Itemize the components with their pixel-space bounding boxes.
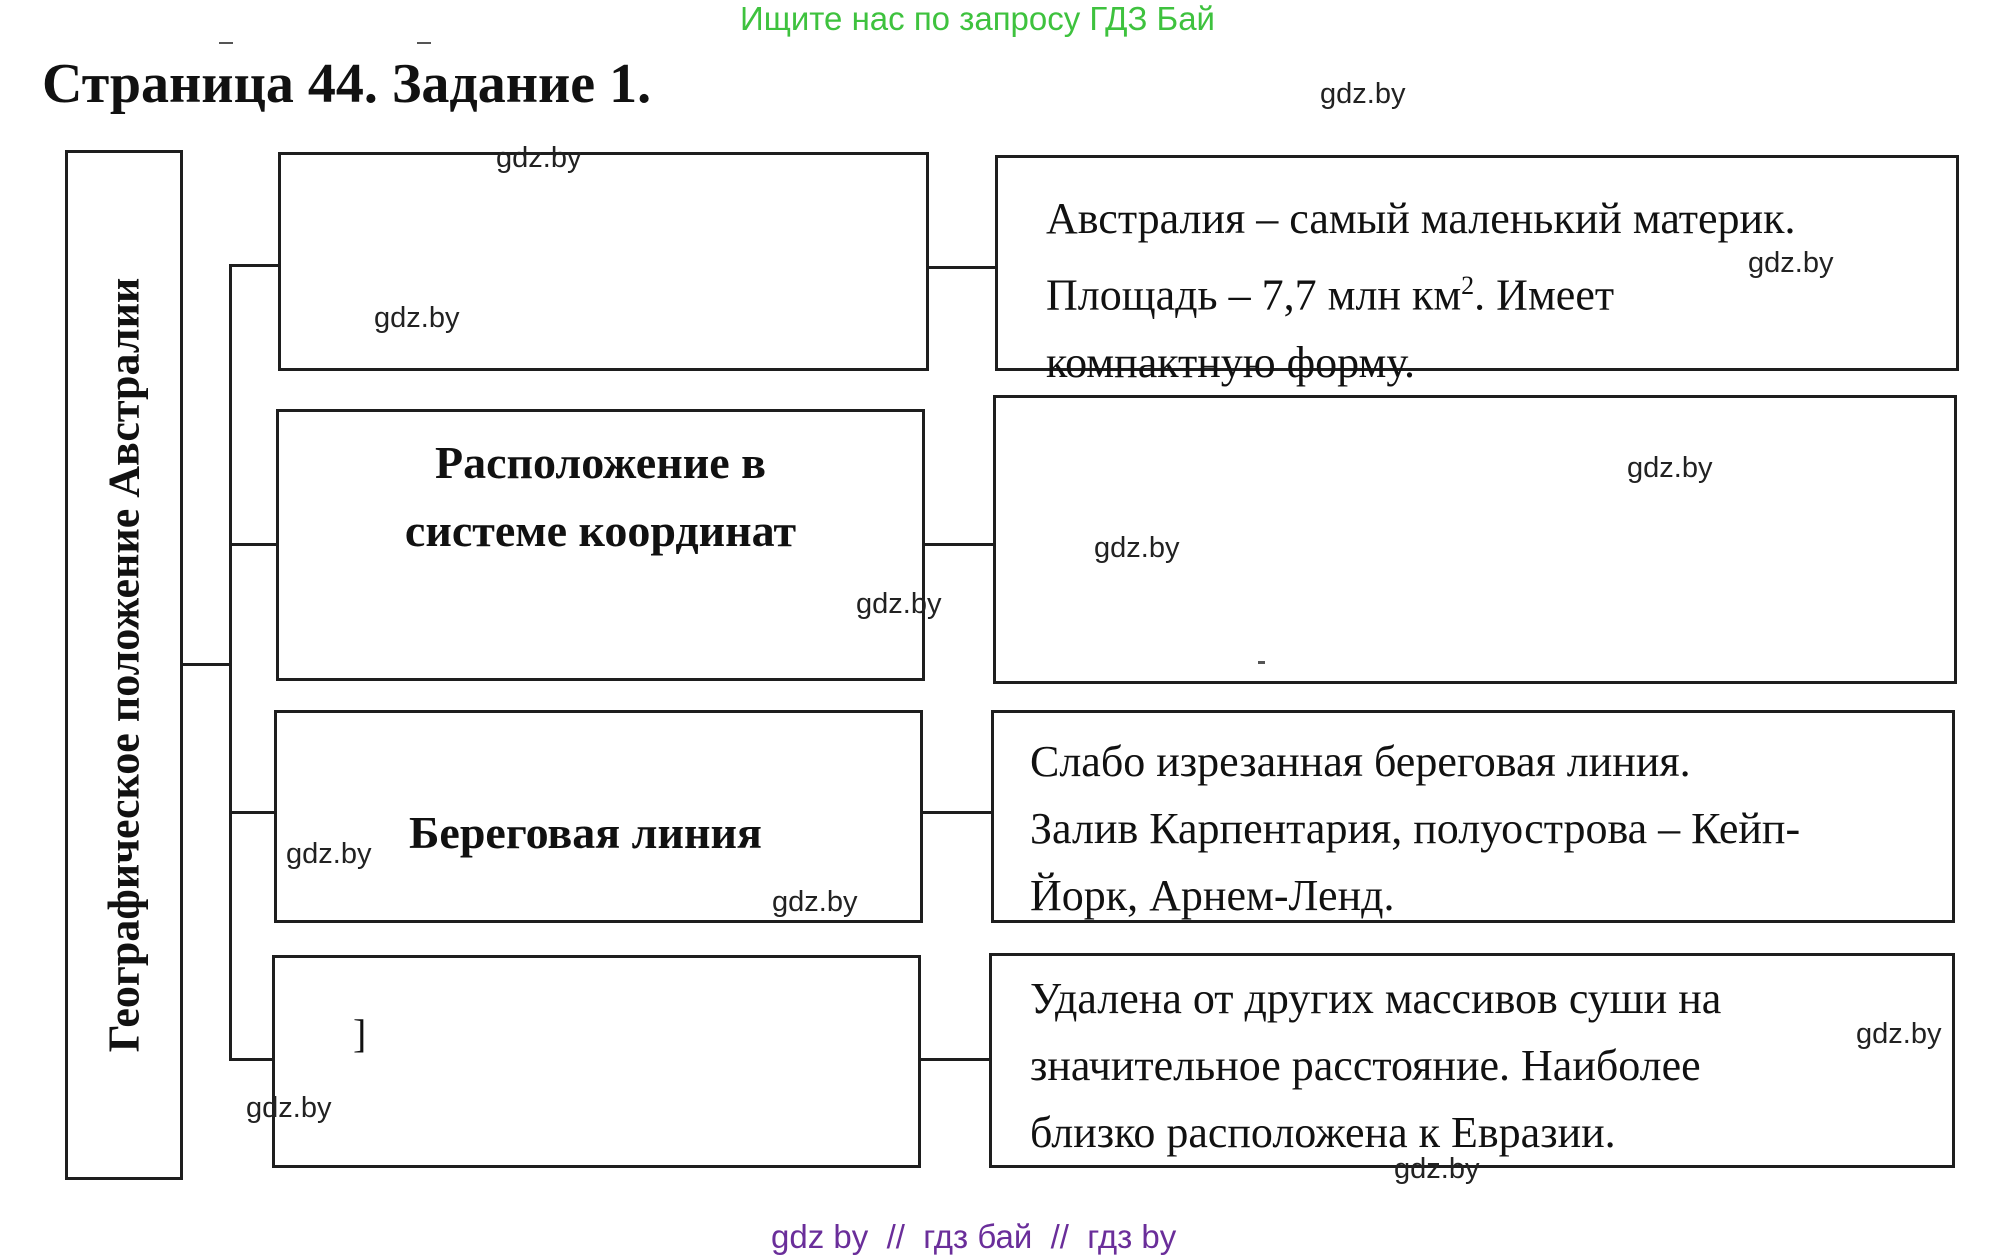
watermark: gdz.by [1627, 452, 1713, 484]
branch-3 [229, 811, 278, 814]
trunk-line [229, 264, 232, 1061]
description-4-line-2: значительное расстояние. Наиболее [1030, 1041, 1701, 1090]
description-3 [1030, 728, 1800, 929]
watermark: gdz.by [1094, 532, 1180, 564]
description-4-line-3: близко расположена к Евразии. [1030, 1108, 1616, 1157]
link-3 [921, 811, 991, 814]
watermark: gdz.by [772, 886, 858, 918]
description-1-line-3: компактную форму. [1046, 337, 1415, 387]
branch-1 [229, 264, 278, 267]
description-3-line-3: Йорк, Арнем-Ленд. [1030, 871, 1395, 920]
label-line-1: Расположение в [434, 437, 766, 488]
category-box-1 [278, 152, 929, 371]
watermark: gdz.by [1394, 1153, 1480, 1185]
page-title: Страница 44. Задание 1. [42, 53, 652, 115]
description-1-line-1: Австралия – самый маленький материк. [1046, 194, 1796, 243]
description-1-line-2: Площадь – 7,7 млн $км^2$. Имеет [1046, 270, 1615, 320]
footer-text: gdz by // гдз бай // гдз by [771, 1218, 1177, 1255]
watermark: gdz.by [246, 1092, 332, 1124]
root-connector [183, 663, 232, 666]
description-4-line-1: Удалена от других массивов суши на [1030, 974, 1722, 1023]
watermark: gdz.by [374, 302, 460, 334]
category-label-coordinates [279, 429, 922, 565]
watermark: gdz.by [1748, 247, 1834, 279]
watermark: gdz.by [1320, 78, 1406, 110]
category-box-4 [272, 955, 921, 1168]
header-dash-right [417, 42, 431, 44]
label-line-2: системе координат [404, 505, 797, 556]
stray-mark: ] [353, 1011, 367, 1056]
header-dash-left [219, 42, 233, 44]
branch-2 [229, 543, 278, 546]
description-4 [1030, 965, 1721, 1166]
category-box-2 [276, 409, 925, 681]
link-2 [923, 543, 993, 546]
watermark: gdz.by [286, 838, 372, 870]
search-hint: Ищите нас по запросу ГДЗ Бай [740, 0, 1215, 37]
description-3-line-2: Залив Карпентария, полуострова – Кейп- [1030, 804, 1801, 853]
description-3-line-1: Слабо изрезанная береговая линия. [1030, 737, 1691, 786]
branch-4 [229, 1058, 278, 1061]
root-label-wrap [65, 150, 183, 1180]
watermark: gdz.by [1856, 1018, 1942, 1050]
speck [1258, 661, 1265, 664]
link-1 [927, 266, 995, 269]
description-box-4 [989, 953, 1955, 1168]
root-label: Географическое положение Австралии [99, 277, 149, 1053]
watermark: gdz.by [856, 588, 942, 620]
category-label-coastline: Береговая линия [409, 807, 762, 858]
description-1 [1046, 185, 1795, 396]
link-4 [919, 1058, 989, 1061]
watermark: gdz.by [496, 142, 582, 174]
description-box-3 [991, 710, 1955, 923]
